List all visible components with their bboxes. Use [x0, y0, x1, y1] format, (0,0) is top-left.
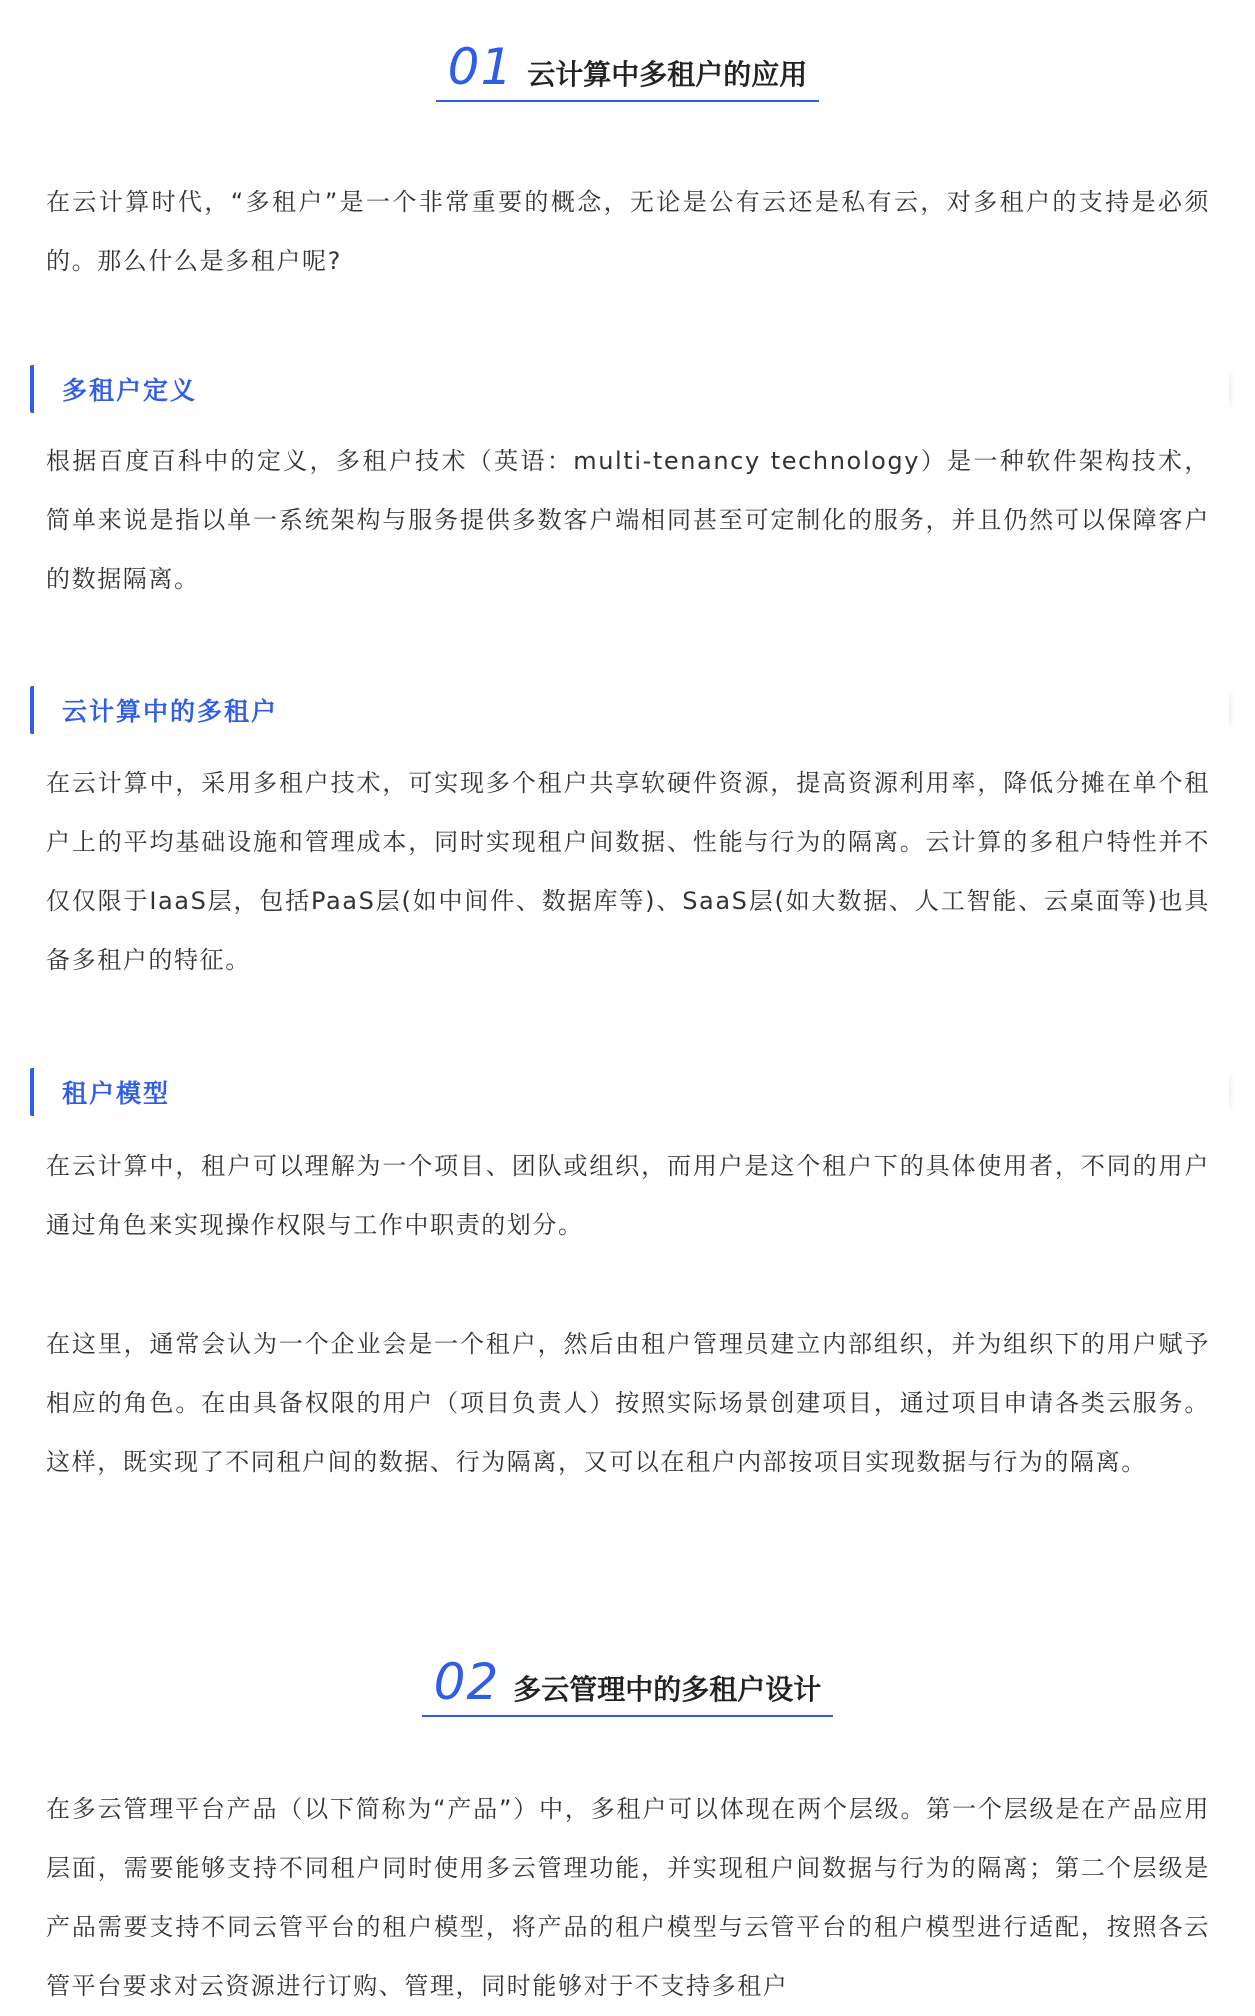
subheading-label: 多租户定义 — [62, 376, 198, 405]
subheading-tenant-model — [30, 1068, 1229, 1116]
section-title: 云计算中多租户的应用 — [527, 58, 808, 91]
tenant-model-paragraph-2: 在这里，通常会认为一个企业会是一个租户，然后由租户管理员建立内部组织，并为组织下的用户赋予相应的角色。在由具备权限的用户（项目负责人）按照实际场景创建项目，通过项目申请各类云服务。这样，既实现了不同租户间的数据、行为隔离，又可以在租户内部按项目实现数据与行为的隔离。 — [46, 1330, 1210, 1476]
section-title: 多云管理中的多租户设计 — [513, 1673, 822, 1706]
definition-paragraph: 根据百度百科中的定义，多租户技术（英语：multi-tenancy technology）是一种软件架构技术，简单来说是指以单一系统架构与服务提供多数客户端相同甚至可定制化的服务，并且仍然可以保障客户的数据隔离。 — [46, 447, 1210, 593]
cloud-multitenancy-paragraph: 在云计算中，采用多租户技术，可实现多个租户共享软硬件资源，提高资源利用率，降低分摊在单个租户上的平均基础设施和管理成本，同时实现租户间数据、性能与行为的隔离。云计算的多租户特性并不仅仅限于IaaS层，包括PaaS层(如中间件、数据库等)、SaaS层(如大数据、人工智能、云桌面等)也具备多租户的特征。 — [46, 769, 1210, 974]
subheading-definition — [30, 365, 1229, 413]
subheading-label: 租户模型 — [62, 1079, 171, 1108]
section-heading-01 — [0, 38, 1255, 102]
section-heading-02 — [0, 1653, 1255, 1717]
subheading-label: 云计算中的多租户 — [62, 697, 279, 726]
section-number: 01 — [447, 38, 514, 96]
subheading-cloud-multitenancy — [30, 686, 1229, 734]
tenant-model-paragraph-1: 在云计算中，租户可以理解为一个项目、团队或组织，而用户是这个租户下的具体使用者，不同的用户通过角色来实现操作权限与工作中职责的划分。 — [46, 1152, 1210, 1239]
section-number: 02 — [433, 1653, 500, 1711]
intro-paragraph: 在云计算时代，“多租户”是一个非常重要的概念，无论是公有云还是私有云，对多租户的支持是必须的。那么什么是多租户呢? — [46, 188, 1210, 275]
multicloud-paragraph: 在多云管理平台产品（以下简称为“产品”）中，多租户可以体现在两个层级。第一个层级是在产品应用层面，需要能够支持不同租户同时使用多云管理功能，并实现租户间数据与行为的隔离；第二个层级是产品需要支持不同云管平台的租户模型，将产品的租户模型与云管平台的租户模型进行适配，按照各云管平台要求对云资源进行订购、管理，同时能够对于不支持多租户 — [46, 1795, 1210, 2000]
